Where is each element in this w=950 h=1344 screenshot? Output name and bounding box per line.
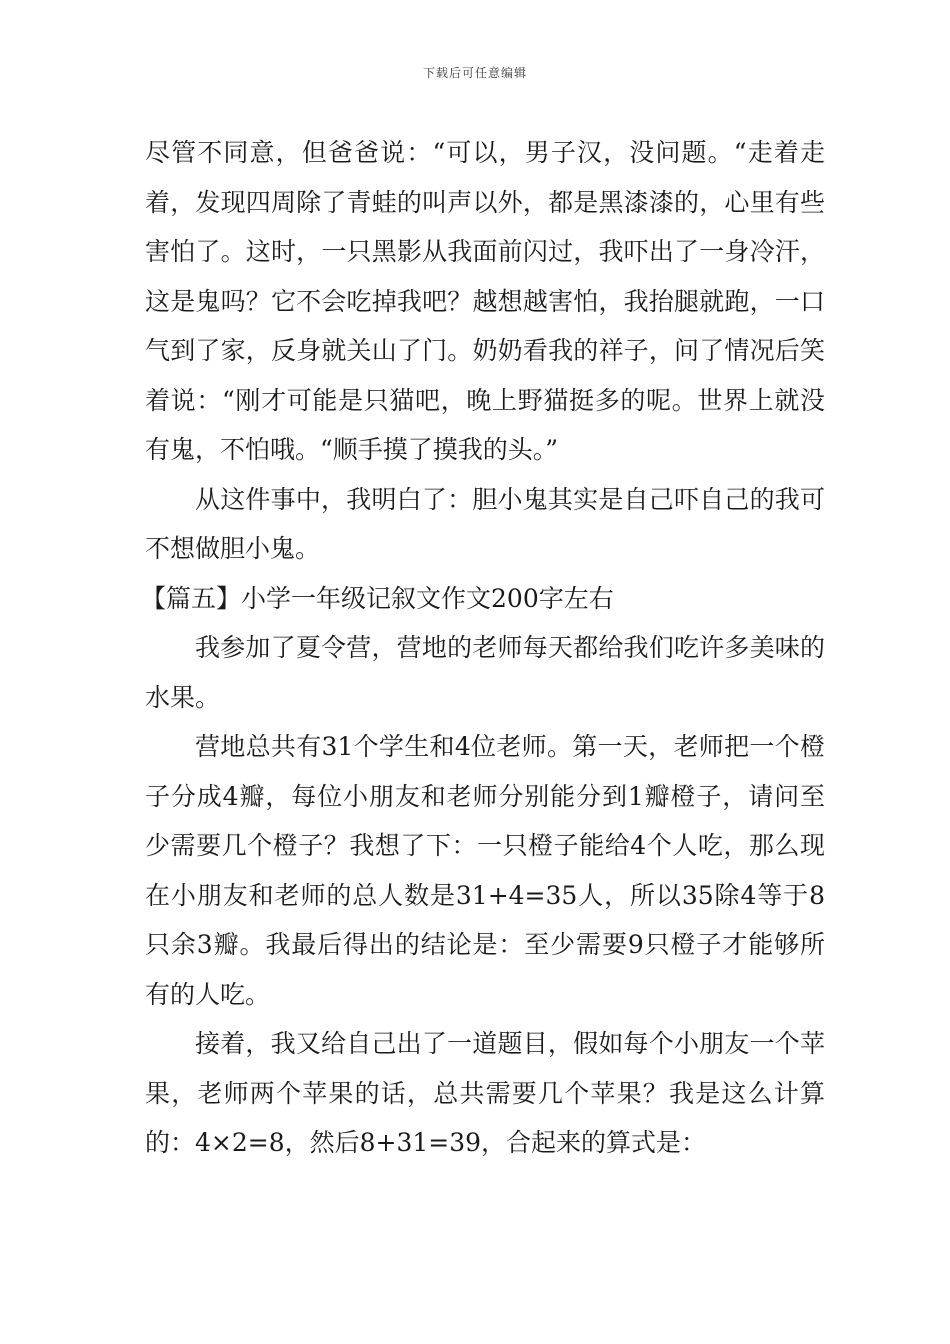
- paragraph: 接着，我又给自己出了一道题目，假如每个小朋友一个苹果，老师两个苹果的话，总共需要几个苹果？我是这么计算的：4×2=8，然后8+31=39，合起来的算式是：: [145, 1029, 825, 1157]
- paragraph: 营地总共有31个学生和4位老师。第一天，老师把一个橙子分成4瓣，每位小朋友和老师分别能分到1瓣橙子，请问至少需要几个橙子？我想了下：一只橙子能给4个人吃，那么现在小朋友和老师的总人数是31+4=35人，所以35除4等于8只余3瓣。我最后得出的结论是：至少需要9只橙子才能够所有的人吃。: [145, 732, 825, 1009]
- header-note: 下载后可任意编辑: [422, 66, 527, 80]
- section-heading: 【篇五】小学一年级记叙文作文200字左右: [141, 583, 614, 613]
- paragraph: 从这件事中，我明白了：胆小鬼其实是自己吓自己的我可不想做胆小鬼。: [145, 484, 825, 563]
- document-body: [141, 128, 825, 1168]
- paragraph: 尽管不同意，但爸爸说：“可以，男子汉，没问题。“走着走着，发现四周除了青蛙的叫声以外，都是黑漆漆的，心里有些害怕了。这时，一只黑影从我面前闪过，我吓出了一身冷汗，这是鬼吗？它不会吃掉我吧？越想越害怕，我抬腿就跑，一口气到了家，反身就关山了门。奶奶看我的祥子，问了情况后笑着说：“刚才可能是只猫吧，晚上野猫挺多的呢。世界上就没有鬼，不怕哦。“顺手摸了摸我的头。”: [145, 138, 825, 464]
- paragraph: 我参加了夏令营，营地的老师每天都给我们吃许多美味的水果。: [145, 633, 825, 712]
